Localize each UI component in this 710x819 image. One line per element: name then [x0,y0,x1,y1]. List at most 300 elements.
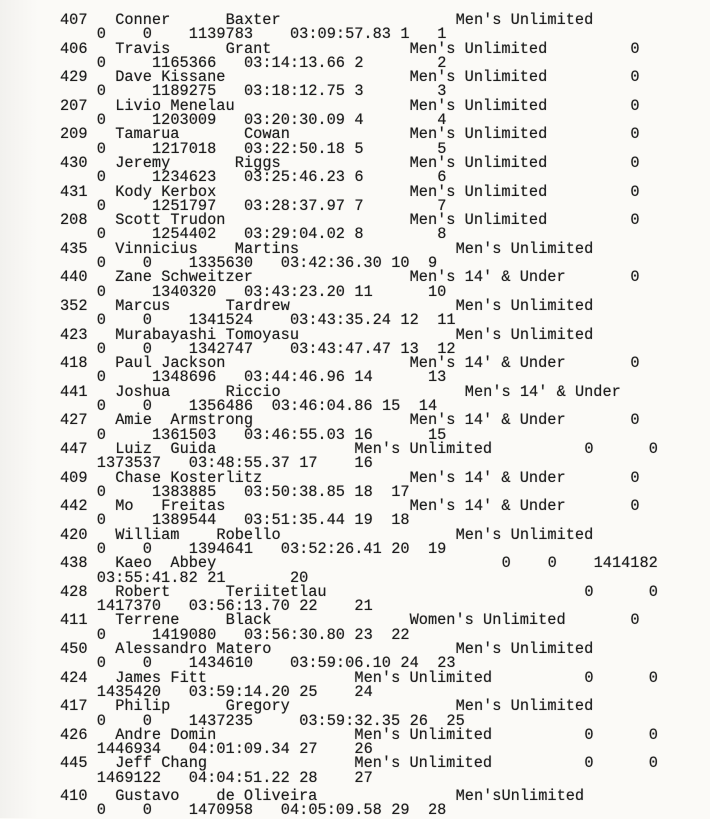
first-name: Jeremy [115,153,171,172]
zero-value: 0 [142,311,152,330]
last-name: Tardrew [225,296,290,315]
chip-number: 1435420 [96,682,162,701]
division-place: 3 [437,82,447,101]
first-name: Luiz [115,439,152,458]
bib-number: 450 [60,640,88,659]
zero-value: 0 [501,554,511,573]
bib-number: 208 [60,211,88,230]
finish-time: 03:50:38.85 [244,482,345,501]
last-name: Armstrong [170,411,254,430]
zero-value: 0 [630,468,640,487]
result-entry [0,725,710,759]
division: Men's Unlimited [455,11,594,29]
zero-value: 0 [96,282,106,301]
division-place: 16 [354,454,373,473]
bib-number: 209 [60,125,88,144]
overall-place: 6 [354,168,364,187]
overall-place: 22 [299,597,318,616]
zero-value: 0 [584,582,594,601]
overall-place: 20 [391,539,410,558]
bib-number: 447 [60,439,88,458]
finish-time: 03:22:50.18 [244,139,345,158]
overall-place: 24 [400,654,419,673]
division-place: 5 [437,139,447,158]
finish-time: 03:52:26.41 [280,539,382,558]
chip-number: 1342747 [188,339,254,358]
chip-number: 1139783 [188,25,254,44]
result-entry [0,468,710,501]
division-place: 9 [428,254,438,273]
chip-number: 1470958 [188,801,254,819]
chip-number: 1389544 [152,511,217,530]
result-entry [0,556,710,585]
first-name: Zane [115,268,152,287]
first-name: Murabayashi [115,325,217,344]
last-name: Tomoyasu [225,325,300,344]
bib-number: 409 [60,468,88,487]
zero-value: 0 [96,311,106,330]
chip-number: 1383885 [152,482,217,501]
zero-value: 0 [96,196,106,215]
division-place: 7 [437,196,447,215]
last-name: Riggs [234,153,281,172]
chip-number: 1437235 [188,711,254,730]
division-place: 28 [428,801,447,819]
bib-number: 442 [60,497,88,516]
finish-time: 03:59:14.20 [188,682,290,701]
division-place: 25 [446,711,465,730]
division: Women's Unlimited [409,611,566,630]
overall-place: 1 [400,25,410,44]
result-line2 [0,625,710,644]
last-name: Martins [234,239,300,258]
finish-time: 03:56:13.70 [188,597,290,616]
last-name: Black [225,611,272,630]
division-place: 20 [290,568,309,587]
last-name: Teriitetlau [225,582,327,601]
finish-time: 03:25:46.23 [244,168,345,187]
result-line2 [0,397,710,416]
zero-value: 0 [630,68,640,87]
finish-time: 03:44:46.96 [244,368,345,387]
result-line2 [0,225,710,244]
overall-place: 23 [354,625,373,644]
finish-time: 04:01:09.34 [188,740,290,759]
first-name: Robert [115,582,171,601]
last-name: Guida [170,439,217,458]
last-name: Kerbox [161,182,217,201]
zero-value: 0 [584,725,594,744]
bib-number: 431 [60,182,88,201]
first-name: Kody [115,182,152,201]
result-entry [0,13,710,42]
division: Men's Unlimited [409,39,548,58]
last-name: Chang [161,754,208,773]
first-name: Dave [115,68,152,87]
overall-place: 13 [400,339,419,358]
zero-value: 0 [96,511,106,530]
chip-number: 1434610 [188,654,254,673]
overall-place: 29 [391,801,410,819]
zero-value: 0 [96,801,106,819]
chip-number: 1356486 [188,397,254,416]
overall-place: 2 [354,53,364,72]
result-entry [0,356,710,385]
finish-time: 03:59:32.35 [299,711,401,730]
chip-number: 1165366 [152,53,217,72]
last-name: Jackson [161,354,226,373]
first-name: Mo [115,497,134,516]
first-name: Andre [115,725,162,744]
result-line2 [0,168,710,187]
last-name: Abbey [170,554,217,573]
division: Men's Unlimited [409,211,548,230]
result-entry [0,239,710,273]
result-entry [0,613,710,642]
zero-value: 0 [96,425,106,444]
last-name: Kissane [161,68,226,87]
finish-time: 03:59:06.10 [290,654,391,673]
chip-number: 1234623 [152,168,217,187]
zero-value: 0 [630,354,640,373]
last-name: Cowan [244,125,290,144]
result-line2 [0,768,710,787]
division: Men's Unlimited [455,525,594,544]
zero-value: 0 [142,339,152,358]
bib-number: 418 [60,354,88,373]
zero-value: 0 [96,139,106,158]
chip-number: 1348696 [152,368,217,387]
finish-time: 03:20:30.09 [244,111,345,130]
zero-value: 0 [630,153,640,172]
result-entry [0,182,710,215]
zero-value: 0 [648,668,658,687]
bib-number: 407 [60,11,88,29]
division: Men's Unlimited [409,68,548,87]
result-entry [0,525,710,558]
result-entry [0,382,710,416]
first-name: Alessandro [115,640,207,659]
result-entry [0,127,710,156]
first-name: Marcus [115,296,171,315]
result-line2 [0,254,710,273]
last-name: Menelau [170,96,235,115]
first-name: Chase [115,468,162,487]
first-name: Jeff [115,754,152,773]
overall-place: 18 [354,482,373,501]
overall-place: 16 [354,425,373,444]
division: Men's Unlimited [354,439,493,458]
result-entry [0,499,710,528]
result-entry [0,642,710,671]
zero-value: 0 [142,711,152,730]
overall-place: 5 [354,139,364,158]
division-place: 14 [418,397,438,416]
division: Men's Unlimited [455,640,594,659]
division: Men's Unlimited [455,296,594,315]
chip-number: 1446934 [96,740,162,759]
finish-time: 03:18:12.75 [244,82,345,101]
zero-value: 0 [96,368,106,387]
zero-value: 0 [584,439,594,458]
result-line2 [0,311,710,330]
division: Men's 14' & Under [464,382,621,401]
last-name: Kosterlitz [170,468,263,487]
division-place: 1 [437,25,447,44]
overall-place: 17 [299,454,318,473]
first-name: Amie [115,411,152,430]
result-entry [0,789,710,818]
chip-number: 1203009 [152,111,217,130]
bib-number: 445 [60,754,88,773]
division: Men's Unlimited [455,325,594,344]
chip-number: 1217018 [152,139,217,158]
result-entry [0,699,710,728]
division-place: 13 [428,368,447,387]
division-place: 17 [391,482,410,501]
division-place: 12 [437,339,456,358]
result-entry [0,413,710,442]
finish-time: 03:09:57.83 [290,25,391,44]
zero-value: 0 [630,611,640,630]
result-line2 [0,511,710,530]
overall-place: 10 [391,254,410,273]
division-place: 11 [437,311,456,330]
last-name: Gregory [225,697,290,716]
result-line2 [0,82,710,101]
finish-time: 03:56:30.80 [244,625,345,644]
result-line2 [0,803,710,817]
bib-number: 417 [60,697,88,716]
first-name: Gustavo [115,787,180,806]
overall-place: 14 [354,368,373,387]
bib-number: 423 [60,325,88,344]
overall-place: 25 [299,682,318,701]
finish-time: 03:43:35.24 [290,311,391,330]
finish-time: 03:29:04.02 [244,225,345,244]
zero-value: 0 [630,268,640,287]
finish-time: 03:46:04.86 [271,397,373,416]
division-place: 23 [437,654,456,673]
last-name: Domin [170,725,217,744]
division-place: 8 [437,225,447,244]
overall-place: 21 [207,568,226,587]
result-entry [0,582,710,616]
bib-number: 440 [60,268,88,287]
first-name: William [115,525,180,544]
zero-value: 0 [96,254,106,273]
first-name: Livio [115,96,162,115]
division: Men's 14' & Under [409,268,566,287]
zero-value: 0 [648,582,658,601]
result-line2 [0,682,710,701]
result-line2 [0,25,710,44]
bib-number: 411 [60,611,88,630]
result-line2 [0,454,710,473]
result-line2 [0,196,710,215]
zero-value: 0 [142,654,152,673]
division: Men's Unlimited [409,153,548,172]
first-name: Scott [115,211,162,230]
chip-number: 1373537 [96,454,162,473]
chip-number: 1189275 [152,82,217,101]
result-line2 [0,111,710,130]
division-place: 10 [428,282,447,301]
first-name: Vinnicius [115,239,198,258]
result-line2 [0,282,710,301]
first-name: Joshua [115,382,171,401]
finish-time: 03:28:37.97 [244,196,345,215]
overall-place: 4 [354,111,364,130]
first-name: James [115,668,162,687]
finish-time: 03:55:41.82 [96,568,198,587]
result-entry [0,668,710,701]
overall-place: 3 [354,82,364,101]
bib-number: 426 [60,725,88,744]
chip-number: 1419080 [152,625,217,644]
division-place: 24 [354,682,373,701]
division: Men'sUnlimited [455,787,585,806]
zero-value: 0 [648,725,658,744]
first-name: Paul [115,354,152,373]
finish-time: 03:51:35.44 [244,511,345,530]
division: Men's Unlimited [354,668,493,687]
last-name: Fitt [170,668,208,687]
division: Men's Unlimited [354,754,493,773]
chip-number: 1417370 [96,597,162,616]
bib-number: 410 [60,787,88,806]
overall-place: 19 [354,511,373,530]
first-name: Philip [115,697,171,716]
zero-value: 0 [648,439,658,458]
zero-value: 0 [96,397,106,416]
chip-number: 1254402 [152,225,217,244]
bib-number: 424 [60,668,88,687]
bib-number: 441 [60,382,88,401]
division-place: 26 [354,740,373,759]
zero-value: 0 [96,168,106,187]
division-place: 18 [391,511,410,530]
zero-value: 0 [96,625,106,644]
overall-place: 26 [409,711,428,730]
zero-value: 0 [584,754,594,773]
bib-number: 352 [60,296,88,315]
overall-place: 11 [354,282,373,301]
bib-number: 435 [60,239,88,258]
last-name: Riccio [225,382,281,401]
zero-value: 0 [96,339,106,358]
division-place: 4 [437,111,447,130]
zero-value: 0 [142,801,152,819]
division-place: 21 [354,597,373,616]
zero-value: 0 [648,754,658,773]
last-name: Matero [216,640,272,659]
chip-number: 1469122 [96,768,162,787]
last-name: Freitas [161,497,226,516]
division: Men's 14' & Under [409,411,566,430]
overall-place: 12 [400,311,419,330]
result-entry [0,439,710,473]
bib-number: 427 [60,411,88,430]
bib-number: 430 [60,153,88,172]
zero-value: 0 [96,539,106,558]
finish-time: 03:48:55.37 [188,454,290,473]
chip-number: 1361503 [152,425,217,444]
last-name: Grant [225,39,272,58]
zero-value: 0 [96,654,106,673]
finish-time: 03:43:47.47 [290,339,391,358]
zero-value: 0 [96,711,106,730]
zero-value: 0 [142,25,152,44]
result-line2 [0,597,710,616]
last-name: Trudon [170,211,226,230]
zero-value: 0 [96,482,106,501]
bib-number: 438 [60,554,88,573]
bib-number: 207 [60,96,88,115]
zero-value: 0 [630,411,640,430]
zero-value: 0 [142,254,152,273]
finish-time: 03:46:55.03 [244,425,345,444]
division: Men's Unlimited [409,96,548,115]
result-entry [0,153,710,187]
result-entry [0,325,710,358]
result-entry [0,296,710,330]
zero-value: 0 [630,96,640,115]
division: Men's 14' & Under [409,497,566,516]
last-name: de Oliveira [216,787,318,806]
zero-value: 0 [547,554,557,573]
first-name: Tamarua [115,125,180,144]
result-line2 [0,568,710,587]
chip-number: 1251797 [152,196,217,215]
zero-value: 0 [96,53,106,72]
division: Men's 14' & Under [409,468,566,487]
division: Men's Unlimited [455,239,594,258]
finish-time: 04:04:51.22 [188,768,290,787]
zero-value: 0 [630,211,640,230]
finish-time: 03:42:36.30 [280,254,382,273]
division: Men's Unlimited [409,125,548,144]
overall-place: 7 [354,196,364,215]
overall-place: 27 [299,740,318,759]
first-name: Travis [115,39,171,58]
result-entry [0,270,710,299]
division: Men's 14' & Under [409,354,566,373]
zero-value: 0 [630,125,640,144]
overall-place: 28 [299,768,318,787]
race-results-list [0,13,710,818]
zero-value: 0 [142,539,152,558]
zero-value: 0 [96,82,106,101]
chip-number: 1335630 [188,254,254,273]
finish-time: 04:05:09.58 [280,801,382,819]
result-line2 [0,53,710,72]
zero-value: 0 [96,111,106,130]
chip-number: 1341524 [188,311,254,330]
first-name: Conner [115,11,171,29]
division: Men's Unlimited [409,182,548,201]
chip-number: 1414182 [593,554,658,573]
division: Men's Unlimited [354,725,493,744]
first-name: Terrene [115,611,180,630]
last-name: Baxter [225,11,281,29]
zero-value: 0 [630,182,640,201]
result-entry [0,96,710,130]
finish-time: 03:43:23.20 [244,282,345,301]
zero-value: 0 [630,39,640,58]
division-place: 6 [437,168,447,187]
zero-value: 0 [96,225,106,244]
